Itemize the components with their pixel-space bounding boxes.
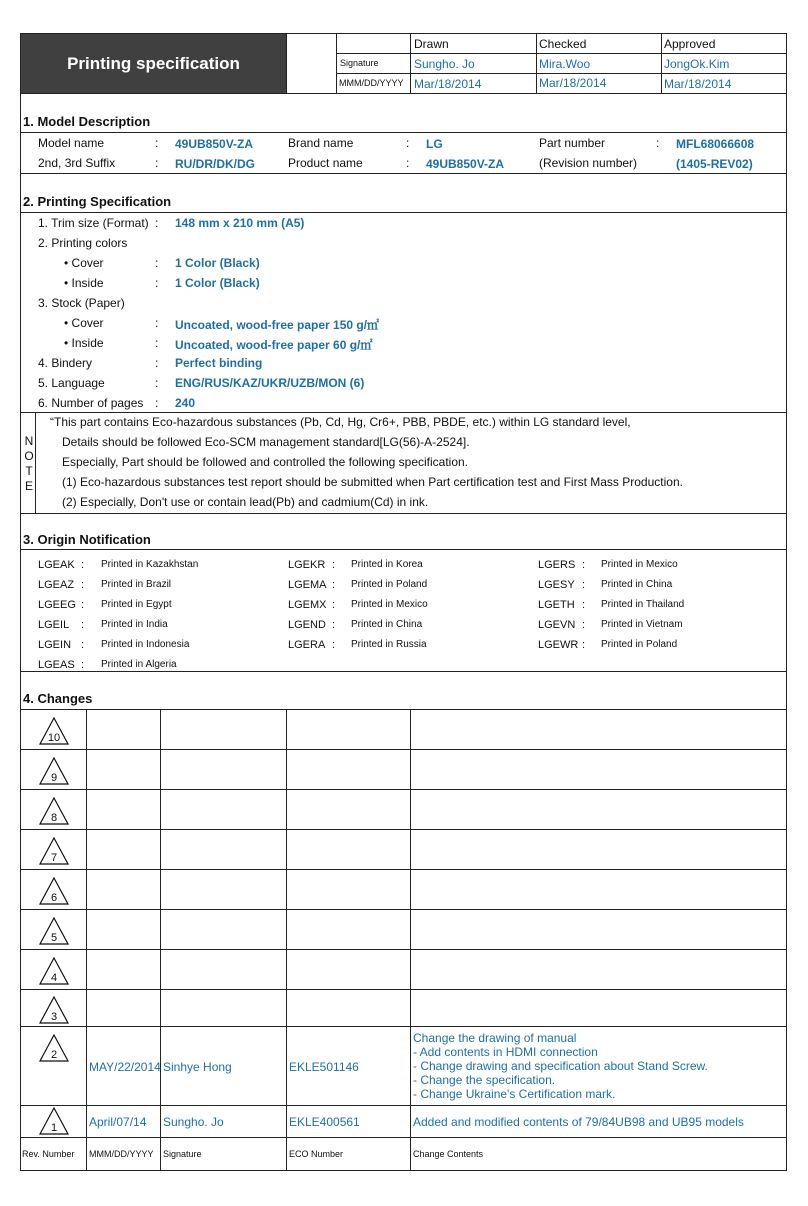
cover-paper-label: • Cover: [64, 316, 104, 330]
footer-eco: ECO Number: [289, 1149, 344, 1159]
language-label: 5. Language: [38, 376, 105, 390]
trim-size-value: 148 mm x 210 mm (A5): [175, 216, 305, 230]
origin-place: Printed in Vietnam: [601, 619, 683, 630]
brand-name-label: Brand name: [288, 136, 354, 150]
origin-code: LGEAS: [38, 659, 75, 671]
pages-value: 240: [175, 396, 196, 410]
product-name-value: 49UB850V-ZA: [426, 157, 505, 171]
rev-4-triangle-icon: 4: [39, 957, 69, 985]
rev2-date: MAY/22/2014: [89, 1060, 161, 1074]
document-title: Printing specification: [21, 34, 286, 93]
origin-code: LGEMX: [288, 599, 327, 611]
rev-7-triangle-icon: 7: [39, 837, 69, 865]
rev1-eco: EKLE400561: [289, 1115, 360, 1129]
approved-signature: JongOk.Kim: [664, 57, 730, 71]
origin-code: LGEIL: [38, 619, 70, 631]
origin-place: Printed in Mexico: [601, 559, 678, 570]
changes-heading: 4. Changes: [23, 691, 93, 706]
origin-column-1: [38, 555, 76, 675]
rev-5-triangle-icon: 5: [39, 917, 69, 945]
origin-column-3: [538, 555, 578, 655]
origin-code: LGEAK: [38, 559, 75, 571]
origin-place: Printed in India: [101, 619, 168, 630]
rev-10-triangle-icon: 10: [39, 717, 69, 745]
bindery-value: Perfect binding: [175, 356, 263, 370]
checked-header: Checked: [539, 37, 587, 51]
origin-place: Printed in Indonesia: [101, 639, 190, 650]
date-label: MMM/DD/YYYY: [339, 78, 404, 88]
stock-label: 3. Stock (Paper): [38, 296, 125, 310]
origin-code: LGEND: [288, 619, 326, 631]
origin-heading: 3. Origin Notification: [23, 532, 151, 547]
pages-label: 6. Number of pages: [38, 396, 144, 410]
rev1-contents: Added and modified contents of 79/84UB98 and UB95 models: [413, 1115, 744, 1129]
origin-code: LGEKR: [288, 559, 326, 571]
language-value: ENG/RUS/KAZ/UKR/UZB/MON (6): [175, 376, 365, 390]
footer-signature: Signature: [163, 1149, 202, 1159]
origin-place: Printed in Poland: [351, 579, 428, 590]
note-line-1: “This part contains Eco-hazardous substances (Pb, Cd, Hg, Cr6+, PBB, PBDE, etc.) within LG standard level,: [50, 415, 631, 429]
origin-code: LGEIN: [38, 639, 72, 651]
note-line-5: (2) Especially, Don't use or contain lead(Pb) and cadmium(Cd) in ink.: [62, 495, 429, 509]
note-line-4: (1) Eco-hazardous substances test report should be submitted when Part certification test and First Mass Production.: [62, 475, 683, 489]
origin-code: LGEAZ: [38, 579, 75, 591]
rev-2-triangle-icon: 2: [39, 1034, 69, 1062]
origin-place: Printed in Thailand: [601, 599, 685, 610]
approved-date: Mar/18/2014: [664, 77, 732, 91]
origin-code: LGERS: [538, 559, 576, 571]
rev1-signature: Sungho. Jo: [163, 1115, 224, 1129]
rev2-signature: Sinhye Hong: [163, 1060, 232, 1074]
origin-place: Printed in Algeria: [101, 659, 177, 670]
rev1-date: April/07/14: [89, 1115, 147, 1129]
rev-6-triangle-icon: 6: [39, 877, 69, 905]
origin-place: Printed in Kazakhstan: [101, 559, 199, 570]
trim-size-label: 1. Trim size (Format): [38, 216, 149, 230]
drawn-date: Mar/18/2014: [414, 77, 482, 91]
model-name-value: 49UB850V-ZA: [175, 137, 254, 151]
footer-rev-number: Rev. Number: [22, 1149, 75, 1159]
suffix-value: RU/DR/DK/DG: [175, 157, 255, 171]
cover-color-value: 1 Color (Black): [175, 256, 260, 270]
printing-colors-label: 2. Printing colors: [38, 236, 128, 250]
part-number-label: Part number: [539, 136, 606, 150]
checked-date: Mar/18/2014: [539, 76, 607, 90]
rev2-eco: EKLE501146: [289, 1060, 359, 1074]
drawn-header: Drawn: [414, 37, 449, 51]
approved-header: Approved: [664, 37, 716, 51]
footer-date: MMM/DD/YYYY: [89, 1149, 154, 1159]
revision-label: (Revision number): [539, 156, 638, 170]
rev-9-triangle-icon: 9: [39, 757, 69, 785]
rev-8-triangle-icon: 8: [39, 797, 69, 825]
origin-place: Printed in Poland: [601, 639, 678, 650]
cover-paper-value: Uncoated, wood-free paper 150 g/㎡: [175, 318, 380, 332]
origin-column-2: [288, 555, 327, 655]
checked-signature: Mira.Woo: [539, 57, 591, 71]
rev2-contents: Change the drawing of manual - Add contents in HDMI connection - Change drawing and specification about Stand Screw. - Change the specification. - Change Ukraine's Certification mark.: [413, 1031, 708, 1101]
rev-3-triangle-icon: 3: [39, 996, 69, 1024]
origin-code: LGEEG: [38, 599, 76, 611]
inside-paper-value: Uncoated, wood-free paper 60 g/㎡: [175, 338, 373, 352]
note-line-3: Especially, Part should be followed and controlled the following specification.: [62, 455, 469, 469]
cover-color-label: • Cover: [64, 256, 104, 270]
origin-column-1-places: [101, 555, 198, 675]
part-number-value: MFL68066608: [676, 137, 755, 151]
note-side-label: N O T E: [24, 434, 34, 493]
origin-place: Printed in Korea: [351, 559, 423, 570]
origin-code: LGERA: [288, 639, 326, 651]
note-line-2: Details should be followed Eco-SCM management standard[LG(56)-A-2524].: [62, 435, 470, 449]
rev-1-triangle-icon: 1: [39, 1107, 69, 1135]
signature-label: Signature: [340, 58, 379, 68]
brand-name-value: LG: [426, 137, 443, 151]
origin-code: LGEMA: [288, 579, 327, 591]
footer-contents: Change Contents: [413, 1149, 484, 1159]
origin-place: Printed in Brazil: [101, 579, 172, 590]
origin-place: Printed in China: [351, 619, 423, 630]
origin-code: LGEWR: [538, 639, 579, 651]
printing-spec-heading: 2. Printing Specification: [23, 194, 172, 209]
inside-paper-label: • Inside: [64, 336, 104, 350]
origin-code: LGETH: [538, 599, 575, 611]
model-description-heading: 1. Model Description: [23, 114, 151, 129]
inside-color-value: 1 Color (Black): [175, 276, 260, 290]
origin-place: Printed in China: [601, 579, 673, 590]
origin-code: LGESY: [538, 579, 575, 591]
origin-place: Printed in Egypt: [101, 599, 172, 610]
revision-value: (1405-REV02): [676, 157, 753, 171]
drawn-signature: Sungho. Jo: [414, 57, 475, 71]
origin-code: LGEVN: [538, 619, 576, 631]
inside-color-label: • Inside: [64, 276, 104, 290]
model-name-label: Model name: [38, 136, 105, 150]
bindery-label: 4. Bindery: [38, 356, 93, 370]
product-name-label: Product name: [288, 156, 363, 170]
origin-column-3-places: [601, 555, 684, 655]
origin-place: Printed in Mexico: [351, 599, 428, 610]
suffix-label: 2nd, 3rd Suffix: [38, 156, 116, 170]
origin-place: Printed in Russia: [351, 639, 427, 650]
origin-column-2-places: [351, 555, 428, 655]
